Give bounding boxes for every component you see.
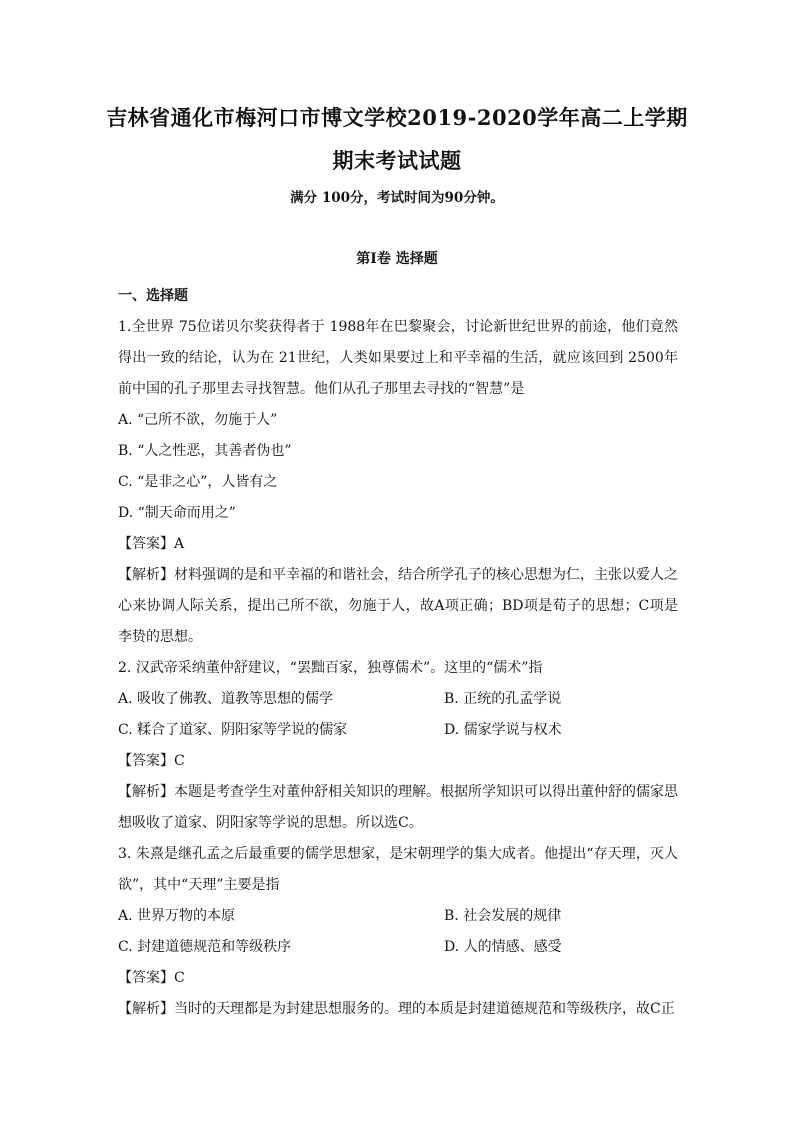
document-title-line1: 吉林省通化市梅河口市博文学校2019-2020学年高二上学期 <box>106 105 688 130</box>
option-b: B. “人之性恶，其善者伪也” <box>118 443 292 459</box>
option-d: D. 儒家学说与权术 <box>444 722 562 738</box>
answer: 【答案】C <box>118 970 185 986</box>
option-b: B. 社会发展的规律 <box>444 908 562 924</box>
analysis: 【解析】当时的天理都是为封建思想服务的。理的本质是封建道德规范和等级秩序，故C正 <box>118 1001 675 1017</box>
analysis: 【解析】本题是考查学生对董仲舒相关知识的理解。根据所学知识可以得出董仲舒的儒家思想吸收了道家、阴阳家等学说的思想。所以选C。 <box>118 784 678 831</box>
option-c: C. 封建道德规范和等级秩序 <box>118 939 292 955</box>
question-3 <box>118 839 678 1025</box>
answer: 【答案】C <box>118 753 185 769</box>
options-row-1 <box>118 901 678 932</box>
options-row-2 <box>118 932 678 963</box>
question-1 <box>118 312 678 653</box>
option-c: C. “是非之心”，人皆有之 <box>118 474 278 490</box>
options-row-2 <box>118 715 678 746</box>
questions-content <box>118 281 678 1025</box>
option-c: C. 糅合了道家、阴阳家等学说的儒家 <box>118 722 348 738</box>
question-stem: 2. 汉武帝采纳董仲舒建议，“罢黜百家，独尊儒术”。这里的“儒术”指 <box>118 660 543 676</box>
document-title-line2: 期末考试试题 <box>332 148 462 173</box>
options-row-1 <box>118 684 678 715</box>
option-d: D. “制天命而用之” <box>118 505 236 521</box>
option-b: B. 正统的孔孟学说 <box>444 691 562 707</box>
option-a: A. “己所不欲，勿施于人” <box>118 412 278 428</box>
option-d: D. 人的情感、感受 <box>444 939 562 955</box>
question-stem: 3. 朱熹是继孔孟之后最重要的儒学思想家，是宋朝理学的集大成者。他提出“存天理，灭人欲”，其中“天理”主要是指 <box>118 846 678 893</box>
analysis: 【解析】材料强调的是和平幸福的和谐社会，结合所学孔子的核心思想为仁，主张以爱人之心来协调人际关系，提出己所不欲，勿施于人，故A项正确；BD项是荀子的思想；C项是李贽的思想。 <box>118 567 678 645</box>
question-2 <box>118 653 678 839</box>
exam-info: 满分 100分，考试时间为90分钟。 <box>290 190 504 206</box>
option-a: A. 世界万物的本原 <box>118 908 236 924</box>
section-title: 第Ⅰ卷 选择题 <box>356 251 438 267</box>
part-heading: 一、选择题 <box>118 288 188 304</box>
answer: 【答案】A <box>118 536 185 552</box>
question-stem: 1.全世界 75位诺贝尔奖获得者于 1988年在巴黎聚会，讨论新世纪世界的前途，他们竟然得出一致的结论，认为在 21世纪，人类如果要过上和平幸福的生活，就应该回到 2500年前中国的孔子那里去寻找智慧。他们从孔子那里去寻找的“智慧”是 <box>118 319 678 397</box>
option-a: A. 吸收了佛教、道教等思想的儒学 <box>118 691 334 707</box>
